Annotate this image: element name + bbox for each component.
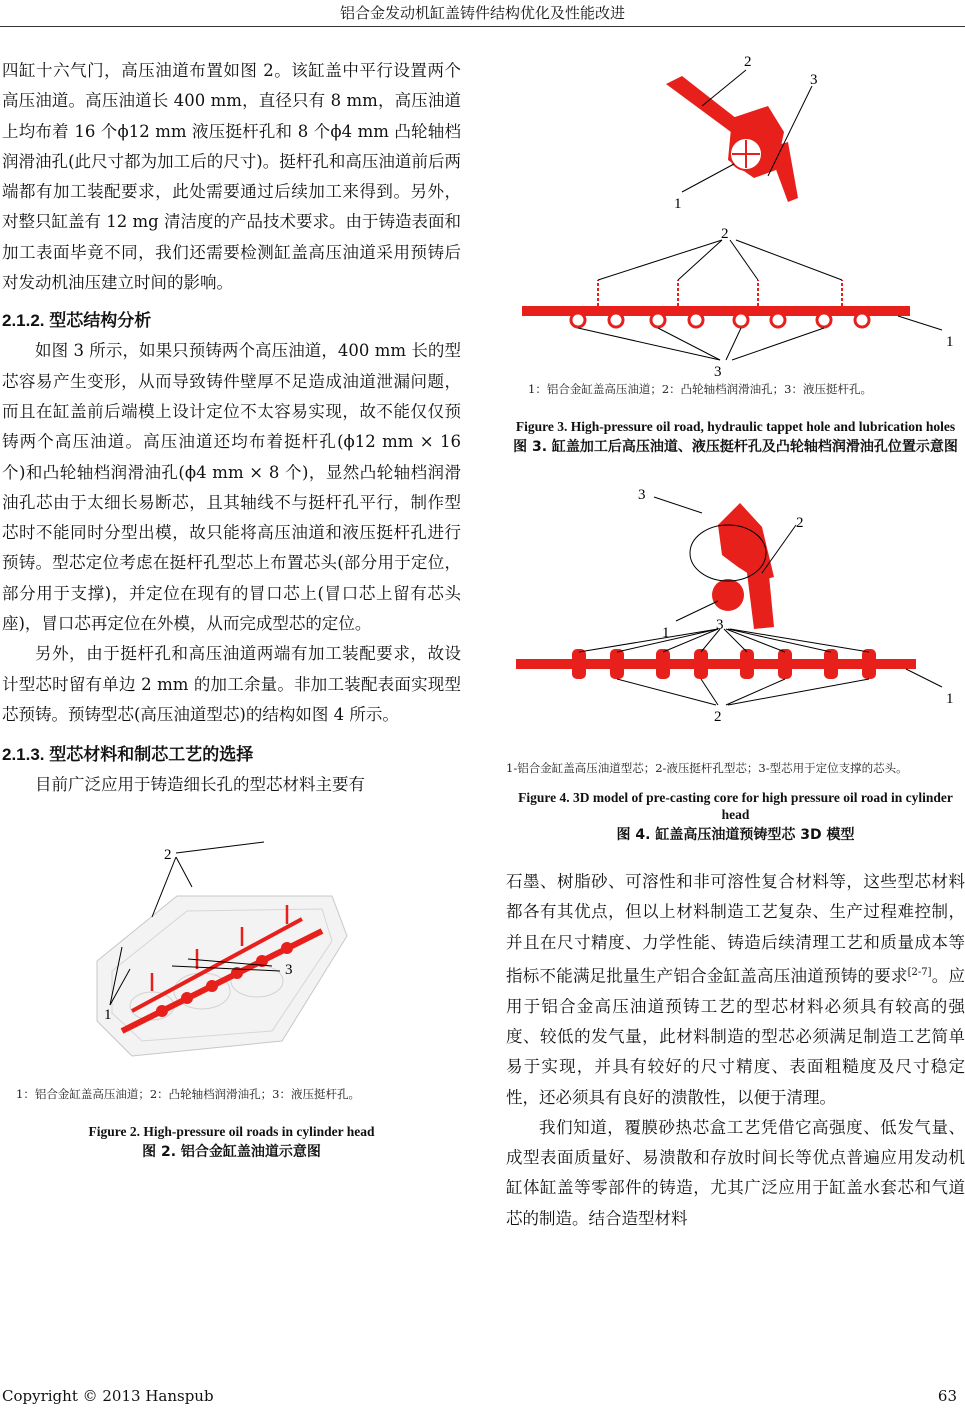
figure-3-side-label-2: 2 xyxy=(721,226,729,242)
figure-2-illustration xyxy=(2,841,461,1077)
paragraph-core-analysis-1: 如图 3 所示，如果只预铸两个高压油道，400 mm 长的型芯容易产生变形，从而导致铸件壁厚不足造成油道泄漏问题，而且在缸盖前后端模上设计定位不太容易实现，故不能仅仅预铸两个高压油道。高压油道还均布着挺杆孔(ϕ12 mm × 16 个)和凸轮轴档润滑油孔(ϕ4 mm × 8 个)，显然凸轮轴档润滑油孔芯由于太细长易断芯，且其轴线不与挺杆孔平行，制作型芯时不能同时分型出模，故只能将高压油道和液压挺杆孔进行预铸。型芯定位考虑在挺杆孔型芯上布置芯头(部分用于定位，部分用于支撑)，并定位在现有的冒口芯上(冒口芯上留有芯头座)，冒口芯再定位在外模，从而完成型芯的定位。 xyxy=(2,341,461,634)
figure-4-top-label-3: 3 xyxy=(638,487,646,503)
figure-4 xyxy=(506,469,965,755)
right-column xyxy=(506,48,965,1234)
footer-copyright: Copyright © 2013 Hanspub xyxy=(2,1387,214,1405)
paragraph-coated-sand: 我们知道，覆膜砂热芯盒工艺凭借它高强度、低发气量、成型表面质量好、易溃散和存放时间长等优点普遍应用发动机缸体缸盖等零部件的铸造，尤其广泛应用于缸盖水套芯和气道芯的制造。结合造型材料 xyxy=(506,1117,965,1228)
figure-4-side-label-3: 3 xyxy=(716,617,724,633)
oil-road-core-section xyxy=(712,579,744,611)
paragraph-material-start: 目前广泛应用于铸造细长孔的型芯材料主要有 xyxy=(35,775,365,795)
figure-3-top-label-2: 2 xyxy=(744,54,752,70)
header-rule xyxy=(0,26,965,27)
figure-3-top-label-3: 3 xyxy=(810,72,818,88)
figure-2-caption-zh: 图 2. 铝合金缸盖油道示意图 xyxy=(142,1143,321,1160)
figure-4-caption-zh: 图 4. 缸盖高压油道预铸型芯 3D 模型 xyxy=(616,827,855,843)
figure-3-legend: 1：铝合金缸盖高压油道；2：凸轮轴档润滑油孔；3：液压挺杆孔。 xyxy=(528,382,872,396)
figure-2 xyxy=(2,841,461,1077)
running-header: 铝合金发动机缸盖铸件结构优化及性能改进 xyxy=(339,4,625,22)
paragraph-core-analysis-2: 另外，由于挺杆孔和高压油道两端有加工装配要求，故设计型芯时留有单边 2 mm 的加工余量。非加工装配表面实现型芯预铸。预铸型芯(高压油道型芯)的结构如图 4 所示。 xyxy=(2,644,461,724)
figure-3 xyxy=(506,48,965,378)
paragraph-material-continued xyxy=(506,867,965,1113)
section-heading-2-1-3: 2.1.3. 型芯材料和制芯工艺的选择 xyxy=(2,745,254,765)
figure-4-caption-en: Figure 4. 3D model of pre-casting core for high pressure oil road in cylinder head xyxy=(518,790,953,822)
figure-2-label-3: 3 xyxy=(285,961,293,978)
figure-4-top-label-2: 2 xyxy=(796,515,804,531)
figure-2-legend: 1：铝合金缸盖高压油道；2：凸轮轴档润滑油孔；3：液压挺杆孔。 xyxy=(16,1086,360,1101)
footer-page-number: 63 xyxy=(937,1387,957,1405)
figure-4-legend: 1-铝合金缸盖高压油道型芯；2-液压挺杆孔型芯；3-型芯用于定位支撑的芯头。 xyxy=(506,761,908,775)
figure-3-top-label-1: 1 xyxy=(674,196,682,212)
section-heading-2-1-2: 2.1.2. 型芯结构分析 xyxy=(2,311,152,331)
figure-3-illustration xyxy=(506,48,965,378)
figure-2-label-2: 2 xyxy=(164,846,172,863)
paragraph-material-continued-text-2: 。应用于铝合金高压油道预铸工艺的型芯材料必须具有较高的强度、较低的发气量，此材料制造的型芯必须满足制造工艺简单易于实现，并具有较好的尺寸精度、表面粗糙度及尺寸稳定性，还必须具有良好的溃散性，以便于清理。 xyxy=(506,966,965,1107)
figure-4-side-label-1: 1 xyxy=(946,691,954,707)
figure-3-caption-zh: 图 3. 缸盖加工后高压油道、液压挺杆孔及凸轮轴档润滑油孔位置示意图 xyxy=(513,439,958,455)
paragraph-intro: 四缸十六气门，高压油道布置如图 2。该缸盖中平行设置两个高压油道。高压油道长 400 mm，直径只有 8 mm，高压油道上均布着 16 个ϕ12 mm 液压挺杆孔和 8 个ϕ4 mm 凸轮轴档润滑油孔(此尺寸都为加工后的尺寸)。挺杆孔和高压油道前后两端都有加工装配要求，此处需要通过后续加工来得到。另外，对整只缸盖有 12 mg 清洁度的产品技术要求。由于铸造表面和加工表面毕竟不同，我们还需要检测缸盖高压油道采用预铸后对发动机油压建立时间的影响。 xyxy=(2,61,461,293)
figure-4-illustration xyxy=(506,469,965,755)
figure-3-side-label-3: 3 xyxy=(714,364,722,378)
figure-4-top-label-1: 1 xyxy=(662,625,670,641)
citation-2-7: [2-7] xyxy=(907,966,932,978)
paragraph-material-continued-text: 石墨、树脂砂、可溶性和非可溶性复合材料等，这些型芯材料都各有其优点，但以上材料制造工艺复杂、生产过程难控制，并且在尺寸精度、力学性能、铸造后续清理工艺和质量成本等指标不能满足批量生产铝合金缸盖高压油道预铸的要求 xyxy=(506,872,965,986)
left-column xyxy=(2,56,461,1162)
figure-3-side-label-1: 1 xyxy=(946,334,954,350)
figure-2-label-1: 1 xyxy=(104,1006,112,1023)
figure-4-side-label-2: 2 xyxy=(714,709,722,725)
figure-3-caption-en: Figure 3. High-pressure oil road, hydraulic tappet hole and lubrication holes xyxy=(515,419,956,434)
figure-2-caption-en: Figure 2. High-pressure oil roads in cylinder head xyxy=(88,1123,375,1139)
lubrication-branch xyxy=(768,142,798,202)
lubrication-holes-side xyxy=(598,280,842,306)
cylinder-head-outline xyxy=(97,896,347,1056)
figure-3-leaders-side xyxy=(578,240,942,360)
